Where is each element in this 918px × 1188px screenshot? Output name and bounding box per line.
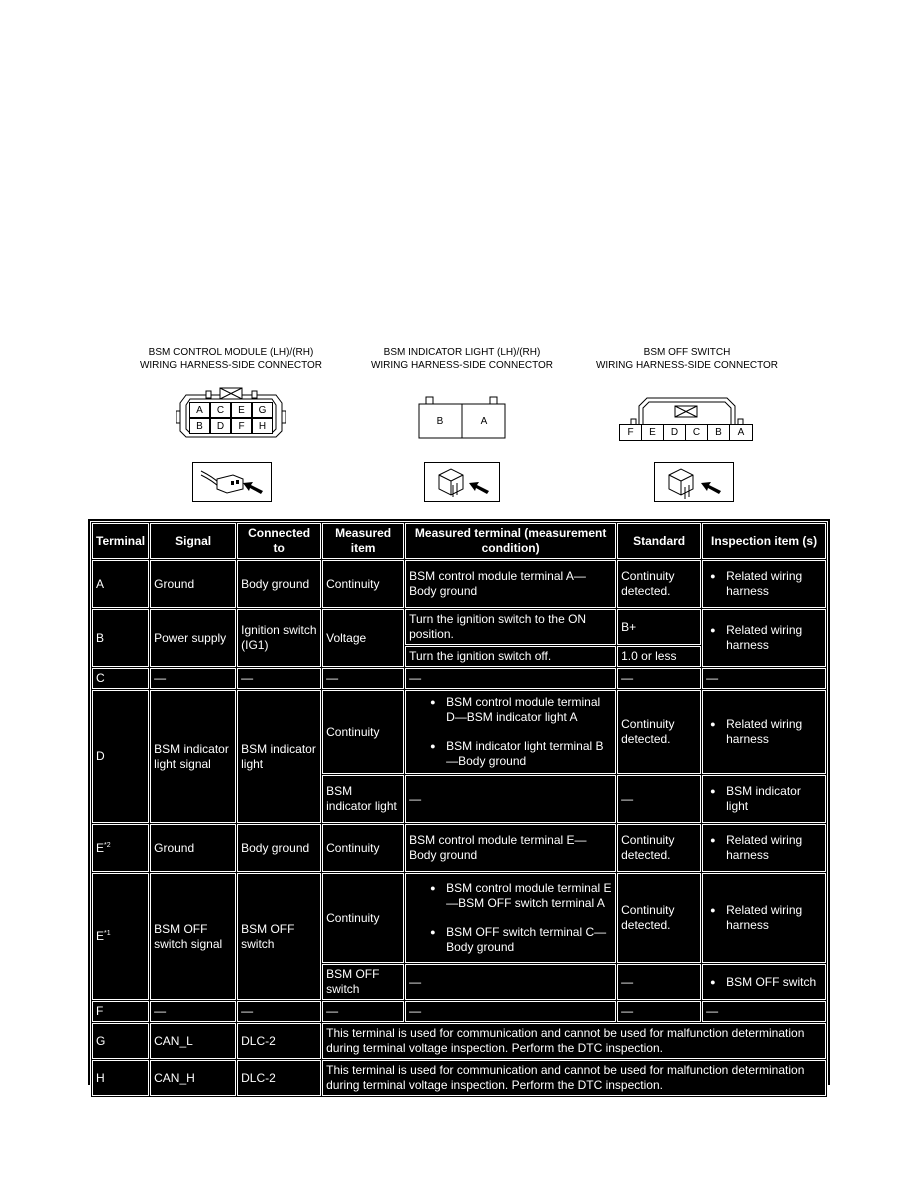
terminal-footnote: *2 bbox=[104, 841, 111, 849]
signal-cell: Ground bbox=[150, 560, 236, 608]
inspection-bullet: ● Related wiring harness bbox=[726, 623, 822, 653]
terminal-cell bbox=[92, 873, 149, 1000]
table-header-row bbox=[92, 523, 826, 559]
standard-cell: Continuity detected. bbox=[617, 560, 701, 608]
measured-bullet: ● BSM control module terminal E—BSM OFF switch terminal A bbox=[446, 881, 612, 911]
inspection-cell bbox=[702, 873, 826, 963]
connector-1-title-line1: BSM CONTROL MODULE (LH)/(RH) bbox=[148, 347, 314, 358]
note-cell: This terminal is used for communication and cannot be used for malfunction determination during terminal voltage inspection. Perform the DTC inspection. bbox=[322, 1060, 826, 1096]
terminal-cell: H bbox=[92, 1060, 149, 1096]
header-measured-terminal: Measured terminal (measurement condition) bbox=[405, 523, 616, 559]
inspection-cell bbox=[702, 609, 826, 667]
header-signal: Signal bbox=[150, 523, 236, 559]
terminal-table bbox=[90, 521, 828, 1098]
connected-cell: DLC-2 bbox=[237, 1023, 321, 1059]
inspection-bullet: ● Related wiring harness bbox=[726, 717, 822, 747]
pin-b: B bbox=[707, 424, 730, 441]
measured-bullet: ● BSM control module terminal D—BSM indicator light A bbox=[446, 695, 612, 725]
dash-cell: — bbox=[617, 1001, 701, 1022]
dash-cell: — bbox=[702, 668, 826, 689]
inspection-bullet: ● Related wiring harness bbox=[726, 569, 822, 599]
connector-3-title bbox=[587, 346, 787, 372]
item-cell: Continuity bbox=[322, 690, 404, 774]
pin-g: G bbox=[252, 402, 273, 418]
measured-bullet: ● BSM OFF switch terminal C—Body ground bbox=[446, 925, 612, 955]
header-inspection: Inspection item (s) bbox=[702, 523, 826, 559]
measured-cell: BSM control module terminal A—Body ground bbox=[405, 560, 616, 608]
pin-h: H bbox=[252, 418, 273, 434]
measured-cell bbox=[405, 690, 616, 774]
item-cell: BSM indicator light bbox=[322, 775, 404, 823]
table-row bbox=[92, 609, 826, 645]
dash-cell: — bbox=[150, 668, 236, 689]
pin-c: C bbox=[685, 424, 708, 441]
measured-cell: Turn the ignition switch to the ON position. bbox=[405, 609, 616, 645]
pin-e: E bbox=[641, 424, 664, 441]
connector-2-diagram bbox=[418, 396, 506, 440]
inspection-cell bbox=[702, 560, 826, 608]
header-standard: Standard bbox=[617, 523, 701, 559]
item-cell: Continuity bbox=[322, 560, 404, 608]
inspection-bullet: ● Related wiring harness bbox=[726, 833, 822, 863]
pin-f: F bbox=[619, 424, 642, 441]
terminal-table-wrapper bbox=[88, 519, 830, 1092]
terminal-cell: D bbox=[92, 690, 149, 823]
standard-cell: — bbox=[617, 775, 701, 823]
pin-b: B bbox=[436, 415, 444, 427]
item-cell: Continuity bbox=[322, 873, 404, 963]
connected-cell: BSM indicator light bbox=[237, 690, 321, 823]
item-cell: Voltage bbox=[322, 609, 404, 667]
measured-cell: Turn the ignition switch off. bbox=[405, 646, 616, 667]
connected-cell: Body ground bbox=[237, 560, 321, 608]
connected-cell: BSM OFF switch bbox=[237, 873, 321, 1000]
table-row bbox=[92, 690, 826, 774]
inspection-cell bbox=[702, 964, 826, 1000]
dash-cell: — bbox=[702, 1001, 826, 1022]
item-cell: Continuity bbox=[322, 824, 404, 872]
inspection-bullet: ● Related wiring harness bbox=[726, 903, 822, 933]
connector-3-diagram bbox=[619, 392, 755, 442]
dash-cell: — bbox=[405, 668, 616, 689]
terminal-cell: B bbox=[92, 609, 149, 667]
terminal-letter: E bbox=[96, 840, 105, 855]
dash-cell: — bbox=[322, 668, 404, 689]
signal-cell: CAN_H bbox=[150, 1060, 236, 1096]
inspection-bullet: ● BSM OFF switch bbox=[726, 975, 822, 990]
signal-cell: Ground bbox=[150, 824, 236, 872]
signal-cell: BSM OFF switch signal bbox=[150, 873, 236, 1000]
signal-cell: CAN_L bbox=[150, 1023, 236, 1059]
table-row bbox=[92, 824, 826, 872]
measured-bullet: ● BSM indicator light terminal B—Body ground bbox=[446, 739, 612, 769]
measured-cell: — bbox=[405, 964, 616, 1000]
pin-a: A bbox=[480, 415, 488, 427]
terminal-cell: G bbox=[92, 1023, 149, 1059]
signal-cell: BSM indicator light signal bbox=[150, 690, 236, 823]
measured-cell: — bbox=[405, 775, 616, 823]
header-connected-to: Connected to bbox=[237, 523, 321, 559]
standard-cell: B+ bbox=[617, 609, 701, 645]
measured-cell bbox=[405, 873, 616, 963]
table-row bbox=[92, 1023, 826, 1059]
standard-cell: — bbox=[617, 964, 701, 1000]
dash-cell: — bbox=[617, 668, 701, 689]
terminal-cell: F bbox=[92, 1001, 149, 1022]
terminal-letter: E bbox=[96, 929, 105, 943]
inspection-cell bbox=[702, 824, 826, 872]
connector-1-title-line2: WIRING HARNESS-SIDE CONNECTOR bbox=[139, 360, 323, 371]
terminal-cell bbox=[92, 824, 149, 872]
dash-cell: — bbox=[322, 1001, 404, 1022]
connector-3-title-line2: WIRING HARNESS-SIDE CONNECTOR bbox=[595, 360, 779, 371]
terminal-footnote: *1 bbox=[104, 930, 111, 937]
pin-f: F bbox=[231, 418, 252, 434]
pin-b: B bbox=[189, 418, 210, 434]
connector-3-view-icon bbox=[654, 462, 734, 502]
dash-cell: — bbox=[150, 1001, 236, 1022]
inspection-cell bbox=[702, 690, 826, 774]
table-row bbox=[92, 1001, 826, 1022]
connected-cell: Body ground bbox=[237, 824, 321, 872]
item-cell: BSM OFF switch bbox=[322, 964, 404, 1000]
connector-3-title-line1: BSM OFF SWITCH bbox=[643, 347, 731, 358]
inspection-cell bbox=[702, 775, 826, 823]
connector-1-title bbox=[131, 346, 331, 372]
inspection-bullet: ● BSM indicator light bbox=[726, 784, 822, 814]
table-row bbox=[92, 560, 826, 608]
standard-cell: Continuity detected. bbox=[617, 824, 701, 872]
dash-cell: — bbox=[237, 668, 321, 689]
standard-cell: Continuity detected. bbox=[617, 690, 701, 774]
pin-d: D bbox=[663, 424, 686, 441]
connector-1-view-icon bbox=[192, 462, 272, 502]
header-measured-item: Measured item bbox=[322, 523, 404, 559]
dash-cell: — bbox=[405, 1001, 616, 1022]
pin-a: A bbox=[189, 402, 210, 418]
signal-cell: Power supply bbox=[150, 609, 236, 667]
table-row bbox=[92, 668, 826, 689]
connector-2-view-icon bbox=[424, 462, 500, 502]
terminal-cell: C bbox=[92, 668, 149, 689]
connector-1-diagram bbox=[176, 385, 286, 441]
connector-2-title bbox=[362, 346, 562, 372]
connected-cell: Ignition switch (IG1) bbox=[237, 609, 321, 667]
pin-a: A bbox=[729, 424, 753, 441]
note-cell: This terminal is used for communication and cannot be used for malfunction determination during terminal voltage inspection. Perform the DTC inspection. bbox=[322, 1023, 826, 1059]
standard-cell: Continuity detected. bbox=[617, 873, 701, 963]
connector-2-title-line1: BSM INDICATOR LIGHT (LH)/(RH) bbox=[383, 347, 541, 358]
table-row bbox=[92, 873, 826, 963]
terminal-cell: A bbox=[92, 560, 149, 608]
pin-c: C bbox=[210, 402, 231, 418]
header-terminal: Terminal bbox=[92, 523, 149, 559]
table-row bbox=[92, 1060, 826, 1096]
pin-d: D bbox=[210, 418, 231, 434]
standard-cell: 1.0 or less bbox=[617, 646, 701, 667]
pin-e: E bbox=[231, 402, 252, 418]
dash-cell: — bbox=[237, 1001, 321, 1022]
connected-cell: DLC-2 bbox=[237, 1060, 321, 1096]
connector-2-title-line2: WIRING HARNESS-SIDE CONNECTOR bbox=[370, 360, 554, 371]
measured-cell: BSM control module terminal E—Body ground bbox=[405, 824, 616, 872]
